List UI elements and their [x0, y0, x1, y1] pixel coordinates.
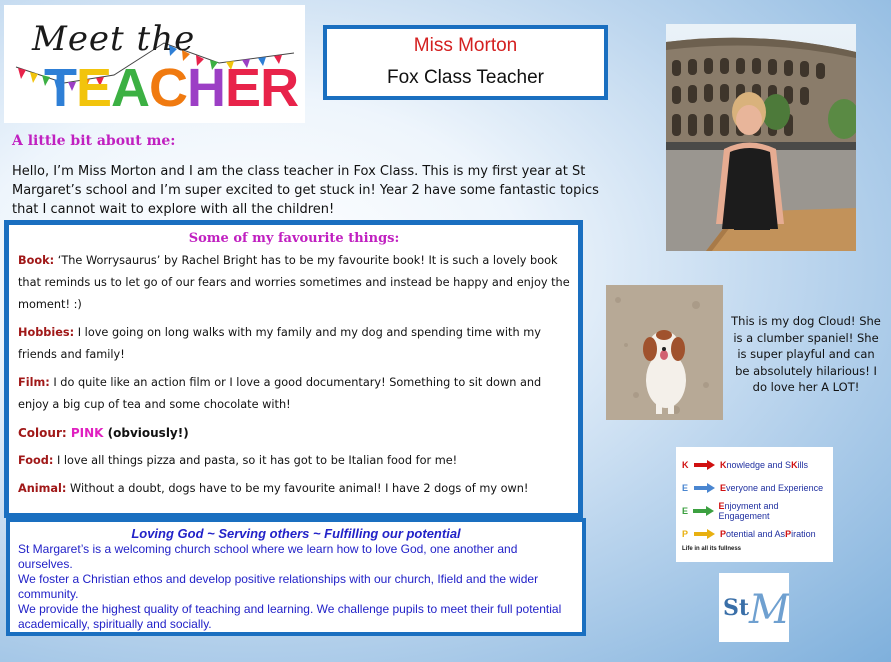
hobbies-text: I love going on long walks with my family and my dog and spending time with my friends and family!	[18, 326, 541, 361]
teacher-letter: H	[187, 58, 226, 118]
favourite-animal	[18, 478, 570, 500]
keep-text-part: E	[718, 500, 725, 511]
teacher-letter: E	[225, 58, 261, 118]
food-label: Food:	[18, 454, 54, 467]
teacher-role: Fox Class Teacher	[387, 67, 544, 88]
keep-text-part: ills	[797, 459, 809, 470]
teacher-letter: T	[44, 58, 76, 118]
meet-the-text: Meet the	[32, 19, 196, 59]
film-text: I do quite like an action film or I love a good documentary! Something to sit down and enjoy a big cup of tea and some chocolate with!	[18, 376, 542, 411]
school-motto-box	[6, 518, 586, 636]
teacher-letter: E	[76, 58, 112, 118]
arrow-right-icon	[694, 529, 716, 539]
colour-value: PINK	[66, 426, 104, 440]
favourite-hobbies	[18, 322, 570, 366]
school-motto-title: Loving God ~ Serving others ~ Fulfilling our potential	[131, 526, 461, 541]
keep-row	[682, 476, 827, 499]
favourite-things-box	[4, 220, 583, 518]
about-heading: A little bit about me:	[12, 133, 176, 149]
food-text: I love all things pizza and pasta, so it has got to be Italian food for me!	[53, 454, 458, 467]
keep-text-part: P	[720, 528, 727, 539]
keep-text-part: nowledge and S	[726, 459, 792, 470]
motto-line-3: We provide the highest quality of teaching and learning. We challenge pupils to meet their full potential academically, spiritually and socially.	[18, 602, 562, 631]
keep-text-part: otential and As	[726, 528, 786, 539]
arrow-right-icon	[694, 483, 716, 493]
favourite-book	[18, 250, 570, 316]
keep-letter: E	[682, 482, 689, 493]
motto-line-1: St Margaret’s is a welcoming church school where we learn how to love God, one another and ourselves.	[18, 542, 518, 571]
keep-letter: K	[682, 459, 689, 470]
keep-text-part: veryone and Experience	[726, 482, 824, 493]
dog-photo-image	[606, 285, 723, 420]
teacher-letter: R	[260, 58, 299, 118]
teacher-name-box	[323, 25, 608, 100]
keep-row	[682, 453, 827, 476]
colour-note: (obviously!)	[103, 426, 189, 440]
svg-text:M: M	[749, 587, 789, 633]
about-text: Hello, I’m Miss Morton and I am the class teacher in Fox Class. This is my first year at St Margaret’s school and I’m super excited to get stuck in! Year 2 have some fantastic topics that I cannot wait to explore with all the children!	[12, 164, 599, 217]
keep-text-part: E	[720, 482, 727, 493]
keep-text-part: K	[791, 459, 798, 470]
school-logo	[719, 573, 789, 642]
book-label: Book:	[18, 254, 55, 267]
colour-label: Colour:	[18, 426, 67, 440]
svg-text:St: St	[723, 595, 750, 621]
teacher-photo-image	[666, 24, 856, 251]
keep-row	[682, 522, 827, 545]
keep-text-part: njoyment and Engagement	[718, 500, 779, 521]
favourite-film	[18, 372, 570, 416]
hobbies-label: Hobbies:	[18, 326, 75, 339]
keep-row	[682, 499, 827, 522]
teacher-wordmark	[44, 58, 299, 118]
school-crest-icon	[719, 573, 789, 642]
keep-footer: Life in all its fullness	[682, 546, 742, 552]
book-text: ‘The Worrysaurus’ by Rachel Bright has to be my favourite book! It is such a lovely book that reminds us to let go of our fears and worries sometimes and instead be happy and enjoy the moment! :)	[18, 254, 570, 311]
meet-the-teacher-logo	[4, 5, 305, 123]
keep-text-part: K	[720, 459, 727, 470]
teacher-letter: A	[111, 58, 150, 118]
keep-text	[720, 483, 823, 493]
keep-text-part: P	[785, 528, 792, 539]
favourite-colour	[18, 422, 570, 444]
animal-label: Animal:	[18, 482, 67, 495]
keep-letter: P	[682, 528, 689, 539]
arrow-right-icon	[694, 460, 716, 470]
favourite-food	[18, 450, 570, 472]
favourite-things-title: Some of my favourite things:	[188, 231, 400, 246]
teacher-photo	[666, 24, 856, 251]
teacher-letter: C	[149, 58, 188, 118]
keep-text	[720, 529, 816, 539]
keep-values-card	[676, 447, 833, 562]
keep-text	[718, 501, 827, 521]
film-label: Film:	[18, 376, 50, 389]
keep-letter: E	[682, 505, 689, 516]
keep-text-part: iration	[791, 528, 816, 539]
dog-photo	[606, 285, 723, 420]
animal-text: Without a doubt, dogs have to be my favourite animal! I have 2 dogs of my own!	[66, 482, 529, 495]
arrow-right-icon	[693, 506, 714, 516]
motto-line-2: We foster a Christian ethos and develop positive relationships with our church, Ifield and the wider community.	[18, 572, 539, 601]
dog-caption: This is my dog Cloud! She is a clumber spaniel! She is super playful and can be absolutely hilarious! I do love her A LOT!	[731, 314, 881, 394]
keep-text	[720, 460, 808, 470]
teacher-name: Miss Morton	[413, 35, 518, 56]
